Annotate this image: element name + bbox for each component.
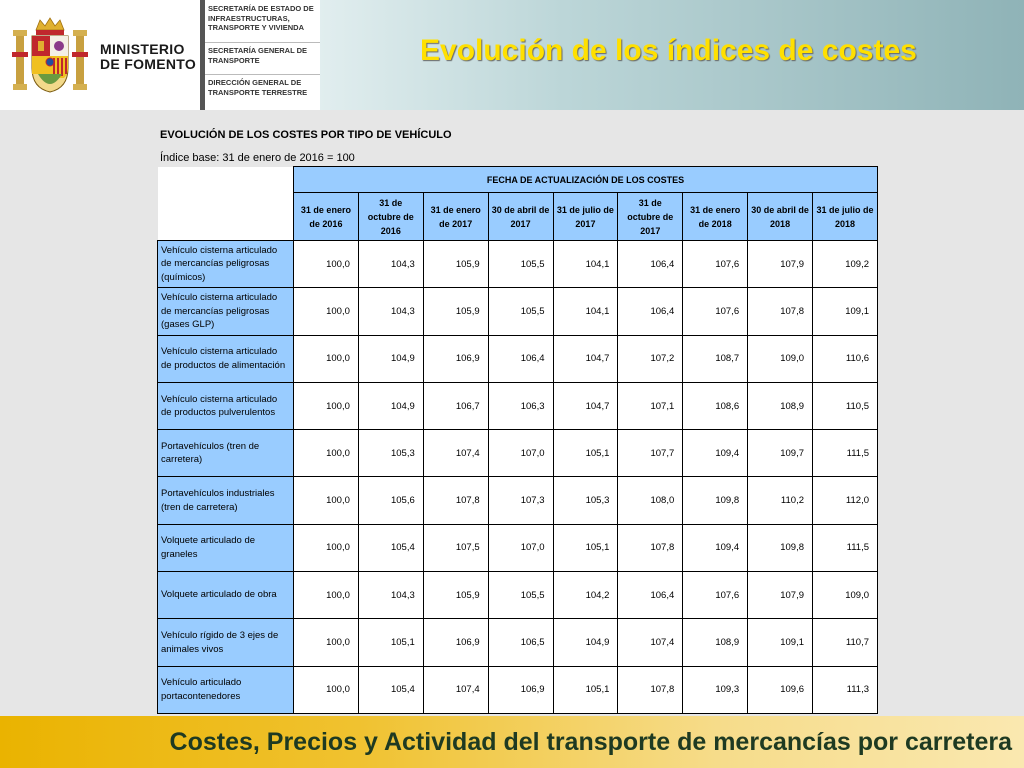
index-value: 107,3: [488, 477, 553, 524]
index-value: 108,0: [618, 477, 683, 524]
index-value: 105,1: [358, 619, 423, 666]
index-value: 107,2: [618, 335, 683, 382]
date-column-header: 31 de julio de 2018: [813, 193, 878, 241]
index-value: 106,7: [423, 382, 488, 429]
index-value: 112,0: [813, 477, 878, 524]
table-subcaption: Índice base: 31 de enero de 2016 = 100: [160, 152, 355, 164]
table-caption: EVOLUCIÓN DE LOS COSTES POR TIPO DE VEHÍCULO: [160, 129, 452, 141]
index-value: 106,9: [423, 335, 488, 382]
index-value: 107,8: [748, 288, 813, 335]
index-value: 109,7: [748, 430, 813, 477]
date-column-header: 31 de enero de 2016: [294, 193, 359, 241]
index-value: 109,8: [683, 477, 748, 524]
logo-block: [0, 0, 320, 110]
index-value: 100,0: [294, 572, 359, 619]
vehicle-type-label: Vehículo rígido de 3 ejes de animales vivos: [158, 619, 294, 666]
index-value: 109,4: [683, 524, 748, 571]
group-header: FECHA DE ACTUALIZACIÓN DE LOS COSTES: [294, 167, 878, 193]
index-value: 104,3: [358, 288, 423, 335]
index-value: 109,1: [813, 288, 878, 335]
table-row: [158, 477, 878, 524]
table-row: [158, 382, 878, 429]
ministry-name: [100, 42, 196, 72]
index-value: 106,4: [488, 335, 553, 382]
table-row: [158, 241, 878, 288]
index-value: 100,0: [294, 241, 359, 288]
coat-of-arms-icon: [12, 16, 88, 96]
index-value: 105,4: [358, 666, 423, 713]
secretariat-state: SECRETARÍA DE ESTADO DE INFRAESTRUCTURAS, TRANSPORTE Y VIVIENDA: [208, 4, 314, 32]
table-row: [158, 430, 878, 477]
index-value: 106,4: [618, 241, 683, 288]
index-value: 106,4: [618, 572, 683, 619]
index-value: 106,9: [488, 666, 553, 713]
index-value: 105,9: [423, 241, 488, 288]
table-row: [158, 666, 878, 713]
table-body: [158, 241, 878, 714]
index-value: 107,8: [423, 477, 488, 524]
index-value: 104,9: [553, 619, 618, 666]
footer-banner: [0, 716, 1024, 768]
table-row: [158, 335, 878, 382]
date-column-header: 31 de octubre de 2016: [358, 193, 423, 241]
date-column-header: 31 de enero de 2018: [683, 193, 748, 241]
vehicle-type-label: Vehículo cisterna articulado de mercancías peligrosas (gases GLP): [158, 288, 294, 335]
vehicle-type-label: Vehículo cisterna articulado de mercancías peligrosas (químicos): [158, 241, 294, 288]
index-value: 104,7: [553, 382, 618, 429]
index-value: 104,7: [553, 335, 618, 382]
index-value: 107,9: [748, 572, 813, 619]
vehicle-type-label: Vehículo cisterna articulado de productos de alimentación: [158, 335, 294, 382]
index-value: 108,6: [683, 382, 748, 429]
index-value: 107,8: [618, 666, 683, 713]
vehicle-type-label: Portavehículos (tren de carretera): [158, 430, 294, 477]
index-value: 100,0: [294, 666, 359, 713]
index-value: 107,6: [683, 572, 748, 619]
index-value: 100,0: [294, 288, 359, 335]
index-value: 108,7: [683, 335, 748, 382]
slide-title: Evolución de los índices de costes: [420, 34, 917, 67]
index-value: 109,6: [748, 666, 813, 713]
index-value: 107,4: [423, 666, 488, 713]
index-value: 104,9: [358, 335, 423, 382]
index-value: 110,2: [748, 477, 813, 524]
index-value: 107,0: [488, 430, 553, 477]
table-row: [158, 572, 878, 619]
footer-text: Costes, Precios y Actividad del transporte de mercancías por carretera: [169, 728, 1012, 756]
index-value: 107,4: [618, 619, 683, 666]
index-value: 109,1: [748, 619, 813, 666]
index-value: 104,9: [358, 382, 423, 429]
index-value: 104,2: [553, 572, 618, 619]
index-value: 105,9: [423, 288, 488, 335]
vehicle-type-label: Volquete articulado de obra: [158, 572, 294, 619]
date-column-header: 30 de abril de 2018: [748, 193, 813, 241]
secretariats-panel: [200, 0, 320, 110]
index-value: 107,8: [618, 524, 683, 571]
index-value: 111,5: [813, 524, 878, 571]
index-value: 107,1: [618, 382, 683, 429]
index-value: 107,6: [683, 241, 748, 288]
cost-index-table: [157, 166, 878, 714]
index-value: 100,0: [294, 524, 359, 571]
index-value: 104,3: [358, 241, 423, 288]
index-value: 106,4: [618, 288, 683, 335]
index-value: 105,1: [553, 524, 618, 571]
directorate-general: DIRECCIÓN GENERAL DE TRANSPORTE TERRESTRE: [208, 78, 308, 97]
index-value: 105,3: [358, 430, 423, 477]
index-value: 104,3: [358, 572, 423, 619]
vehicle-type-label: Vehículo cisterna articulado de productos pulverulentos: [158, 382, 294, 429]
vehicle-type-label: Vehículo articulado portacontenedores: [158, 666, 294, 713]
index-value: 109,0: [748, 335, 813, 382]
index-value: 105,6: [358, 477, 423, 524]
index-value: 104,1: [553, 288, 618, 335]
secretariats-bar: [200, 0, 205, 110]
table-row: [158, 288, 878, 335]
index-value: 105,3: [553, 477, 618, 524]
date-column-header: 31 de julio de 2017: [553, 193, 618, 241]
index-value: 110,6: [813, 335, 878, 382]
index-value: 109,2: [813, 241, 878, 288]
index-value: 100,0: [294, 335, 359, 382]
index-value: 111,3: [813, 666, 878, 713]
index-value: 110,7: [813, 619, 878, 666]
index-value: 105,9: [423, 572, 488, 619]
ministry-line-1: MINISTERIO: [100, 41, 185, 57]
index-value: 106,5: [488, 619, 553, 666]
index-value: 109,3: [683, 666, 748, 713]
vehicle-type-label: Portavehículos industriales (tren de carretera): [158, 477, 294, 524]
index-value: 107,9: [748, 241, 813, 288]
index-value: 105,1: [553, 666, 618, 713]
index-value: 106,9: [423, 619, 488, 666]
index-value: 109,0: [813, 572, 878, 619]
table-corner: [158, 167, 294, 241]
index-value: 100,0: [294, 619, 359, 666]
index-value: 106,3: [488, 382, 553, 429]
date-column-header: 31 de enero de 2017: [423, 193, 488, 241]
index-value: 100,0: [294, 430, 359, 477]
date-column-header: 31 de octubre de 2017: [618, 193, 683, 241]
index-value: 107,4: [423, 430, 488, 477]
index-value: 105,5: [488, 572, 553, 619]
index-value: 100,0: [294, 477, 359, 524]
index-value: 111,5: [813, 430, 878, 477]
index-value: 107,7: [618, 430, 683, 477]
table-row: [158, 524, 878, 571]
date-column-header: 30 de abril de 2017: [488, 193, 553, 241]
secretariat-divider: [205, 42, 320, 43]
index-value: 107,5: [423, 524, 488, 571]
index-value: 105,5: [488, 241, 553, 288]
index-value: 100,0: [294, 382, 359, 429]
index-value: 104,1: [553, 241, 618, 288]
secretariat-general: SECRETARÍA GENERAL DE TRANSPORTE: [208, 46, 308, 65]
index-value: 105,5: [488, 288, 553, 335]
index-value: 108,9: [748, 382, 813, 429]
secretariat-divider: [205, 74, 320, 75]
index-value: 109,8: [748, 524, 813, 571]
index-value: 107,0: [488, 524, 553, 571]
index-value: 105,1: [553, 430, 618, 477]
index-value: 108,9: [683, 619, 748, 666]
vehicle-type-label: Volquete articulado de graneles: [158, 524, 294, 571]
ministry-line-2: DE FOMENTO: [100, 56, 197, 72]
header-banner: [0, 0, 1024, 110]
table-row: [158, 619, 878, 666]
index-value: 107,6: [683, 288, 748, 335]
index-value: 110,5: [813, 382, 878, 429]
index-value: 109,4: [683, 430, 748, 477]
index-value: 105,4: [358, 524, 423, 571]
